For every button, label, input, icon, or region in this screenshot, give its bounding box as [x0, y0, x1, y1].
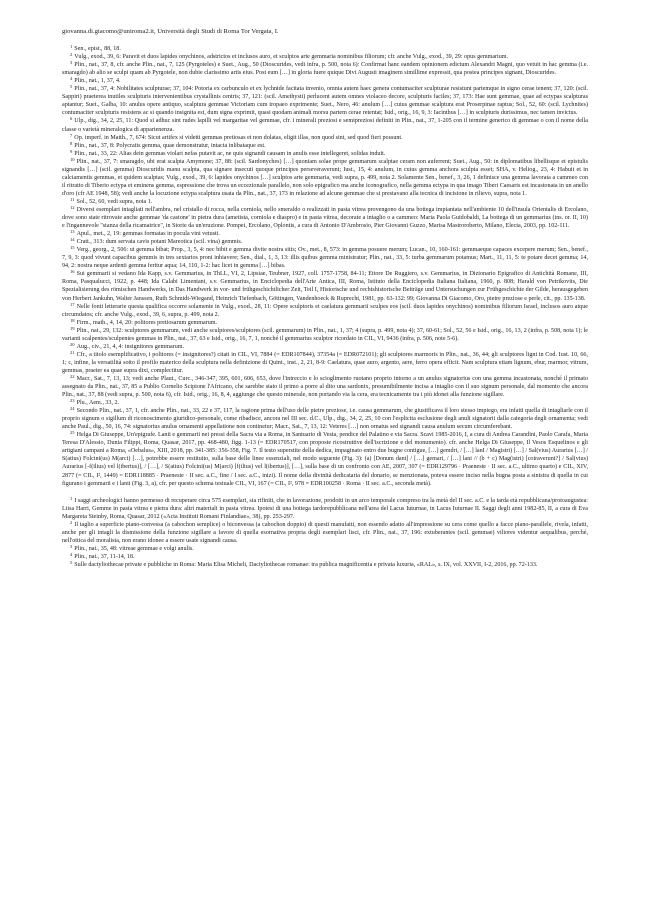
footnote-number: 9 — [70, 148, 73, 154]
footnote-text: Plin., nat., 33, 22: Alias dein gemmas violari nefas putavit ac, ne quis signandi causam in anulis esse intellegeret, solidas induit. — [74, 150, 386, 157]
footnote-text: Vulg., exod., 39, 6: Paravit et duos lapides onychinos, adstrictos et inclusos auro, et sculptos arte gemmaria nominibus filiorum; cfr. anche Vulg., exod., 39, 29: opus gemmarium. — [74, 54, 509, 61]
footnote — [62, 521, 588, 545]
footnote-text: Sui gemmarii si vedano Ida Kapp, s.v. Gemmarius, in ThLL, VI, 2, Lipsiae, Teubner, 1927, coll. 1757-1758, 84-11; Ettore De Ruggiero, s.v. Gemmarius, in Dizionario Epigrafico di Antichità Romane, III, Roma, Pasqualucci, 1922, p. 448; Ida Calabi Limentani, s.v. Gemmarius, in Enciclopedia dell'Arte Antica, III, Roma, Istituto della Enciclopedia Italiana Italiana, 1960, p. 808; Harald von Petrikovits, Die Spezialisierung des römischen Handwerks, in Das Handwerk in vor- und frühgeschichtlicher Zeit, Teil I, Historische und rechtshistorische Beiträge und Untersuchungen zur Frühgeschichte der Gilde, herausgegeben von Herbert Jankuhn, Walter Janssen, Ruth Schmidt-Wiegand, Heinrich Tiefenbach, Göttingen, Vandenhoeck & Ruprecht, 1981, pp. 63-132: 99; Giovanna Di Giacomo, Oro, pietre preziose e perle, cit., pp. 135-138. — [62, 271, 588, 302]
footnote-text: Sen., epist., 88, 18. — [74, 46, 121, 53]
footnote-text: Apul., met., 2, 19: gemmas formatas in pocula vini vetusti. — [76, 231, 220, 238]
footnote-number: 2 — [70, 52, 73, 58]
footnote — [62, 270, 588, 302]
footnote-text: Il taglio a superficie piano-convessa (a cabochon semplice) o biconvessa (a cabochon doppio) di questi manufatti, non essendo adatto all'impressione su cera come quello a facce piano-parallele, rivela, infatti, anche per gli intagli la dismissione della funzione sigillare a favore di quella esornativa propria degli esemplari lisci, cfr. Plin., nat., 37, 196: extuberantes (scil. gemmae) viliores videntur aequalibus, perché, nell'ottica del moralista, non erano idonee a essere usate signandi causa. — [62, 521, 588, 544]
footnote-number: 1 — [70, 495, 73, 501]
footnote — [62, 77, 588, 85]
footnote — [62, 375, 588, 399]
footnote-number: 15 — [70, 245, 75, 251]
footnote-number: 11 — [70, 196, 75, 202]
footnote-text: Plin., nat., 1, 37, 4. — [74, 78, 121, 85]
section-gap — [62, 488, 588, 497]
footnote — [62, 343, 588, 351]
footnote-text: Ulp., dig., 34, 2, 25, 11: Quod si adhuc sint rudes lapilli vel margaritae vel gemmae, cfr. i minerali preziosi e semipreziosi definiti in Plin., nat., 37, 1-205 con il termine generico di gemmae o con il nome della classe o varietà mineralogica di appartenenza. — [62, 118, 588, 133]
footnote — [62, 198, 588, 206]
footnote-number: 3 — [70, 543, 73, 549]
footnote-number: 10 — [70, 156, 75, 162]
footnotes-section-bottom — [62, 497, 588, 569]
footnote-number: 16 — [70, 269, 75, 275]
footnote-text: Sulle dactyliothecae private e pubbliche in Roma: Maria Elisa Micheli, Dactyliothecae romanae: tra publica magnificentia e privata luxuria, «RAL», s. IX, vol. XXVII, I-2, 2016, pp. 72-133. — [74, 562, 538, 568]
footnote — [62, 53, 588, 61]
footnote-text: Sol., 52, 60, vedi supra, nota 1. — [76, 198, 153, 205]
footnote — [62, 407, 588, 431]
footnote — [62, 61, 588, 77]
footnote-text: Op. imperf. in Matth., 7, 674: Sicut artifex si videtti gemmas pretiosas et non dolatas, eligit illas, non quod sint, sed quod fieri possunt. — [74, 134, 403, 141]
footnote-text: Diversi esemplari intagliati nell'ambra, nel cristallo di rocca, nella corniola, nello smeraldo o realizzati in pasta vitrea provengono da una bottega impiantata nell'ambiente 10 dell'insula Orientalis di Ercolano, dove sono state ritrovate anche gemmae 'da castone' in pietra dura (ametista, corniola e diaspro) e in pasta vitrea, decorate a intaglio o a cammeo: Maria Paola Guidobaldi, La bottega di un gemmarius (ins. or. II, 10) e l'ingannevole "stanza della ricamatrice", in Storie da un'eruzione. Pompei, Ercolano, Oplontis, a cura di Antonio D'Ambrosio, Pier Giovanni Guzzo, Marisa Mastroroberto, Milano, Electa, 2003, pp. 102-111. — [62, 206, 588, 230]
footnote-number: 7 — [70, 132, 73, 138]
footnote-number: 14 — [70, 237, 75, 243]
footnote — [62, 246, 588, 270]
footnote-number: 5 — [70, 84, 73, 90]
footnote-number: 3 — [70, 60, 73, 66]
footnote — [62, 399, 588, 407]
footnote-text: Aug., civ., 21, 4, 4: insignitores gemmarum. — [76, 343, 185, 350]
footnote-number: 20 — [70, 341, 75, 347]
footnote — [62, 553, 588, 561]
footnote — [62, 238, 588, 246]
footnote-number: 4 — [70, 76, 73, 82]
footnote-text: Plin., nat., 35, 48: vitreae gemmae e volgi anulis. — [74, 545, 194, 552]
footnote — [62, 150, 588, 158]
footnote-text: Cratt., 313: dum servata cavis potant Mareotica (scil. vina) gemmis. — [76, 239, 243, 246]
footnote-text: Plu., Aem., 33, 2. — [76, 400, 120, 407]
footnote — [62, 351, 588, 375]
footnote-number: 6 — [70, 116, 73, 122]
footnote-number: 25 — [70, 430, 75, 436]
footnote-number: 1 — [70, 44, 73, 50]
footnote — [62, 158, 588, 198]
footnote-text: I saggi archeologici hanno permesso di recuperare circa 575 esemplari, sia rifiniti, che in lavorazione, prodotti in un arco temporale compreso tra la metà del II sec. a.C. e la tarda età repubblicana/protoaugustea: Liisa Harri, Gemme in pasta vitrea e pietra dura: altri materiali in pasta vitrea. Ipotesi di una bottega tardorepubblicana nell'area del Lacus Iuturnae, in Lacus Iuturnae II. Saggi degli anni 1982-85, II, a cura di Eva Margareta Steinby, Roma, Quasar, 2012 («Acta Instituti Romani Finlandiae», 38), pp. 253-297. — [62, 497, 588, 520]
footnote-text: Secondo Plin., nat., 37, 1, cfr. anche Plin., nat., 33, 22 e 37, 117, la ragione prima dell'uso delle pietre preziose, i.e. causa gemmarum, che giustificava il loro stesso impiego, era infatti quella di intagliarle con il proprio signum o sigillum di riconoscimento giuridico-personale, come ribadisce, ancora nel III sec. d.C., Ulp., dig., 34, 2, 25, 10 con l'esplicita esclusione degli anuli signatorii dalla categoria degli ornamenta; vedi anche Paul., dig., 50, 16, 74: signatorius anulus ornamenti appellatione non continetur; Macr., Sat., 7, 13, 12: Veteres […] non ornatus sed signandi causa anulum secum circumferebant. — [62, 408, 588, 431]
footnote — [62, 327, 588, 343]
footnote — [62, 45, 588, 53]
footnote-number: 18 — [70, 317, 75, 323]
footnote — [62, 545, 588, 553]
footnote-text: Macr., Sat., 7, 13, 13; vedi anche Plaut., Curc., 346-347, 395, 601, 606, 653, dove l'intreccio e lo scioglimento ruotano proprio intorno a un anulus signatorius con una gemma incastonata, nonché il primato assegnato da Plin., nat., 37, 85 a Publio Cornelio Scipione l'Africano, che sarebbe stato il primo a porre al dito una sardonix, presumibilmente incisa a intaglio con il suo signum personale, dal momento che ancora Plin., nat., 37, 88 (vedi supra, p. 500, nota 6), cfr. Isid., orig., 16, 8, 4, aggiunge che questo minerale, non portando via la cera, era tecnicamente tra i più idonei alla funzione sigillare. — [62, 375, 588, 399]
footnote — [62, 142, 588, 150]
footnote-text: Plin., nat., 37, 7: smaragdo, ubi erat scalpta Amymone; 37, 88: (scil. Sardonyches) […] quoniam solae prope gemmarum scalptae ceram non auferrent; Suet., Aug., 50: in diplomatibus libellisque et epistulis signandis […] (scil. gemma) Dioscuridis manu scalpta, qua signare insecuti quoque principes perseveraverunt; Iust., 15, 4: anulum, in cuius gemma anchora sculpta esset; SHA, v. Heliog., 23, 4: Habuit et in calciamentis gemmas, et quidem scalptas; Vulg., exod., 39, 6: lapides onychinos […] sculptos arte gemmaria, vedi supra, p. 499, nota 2. Solamente Sen., benef., 3, 26, 1 definisce una gemma lavorata a cammeo con il ritratto di Tiberio ectypa et eminens gemma, espressione che trova un eccezionale parallelo, non solo epigrafico ma anche iconografico, nella gemma ectypa in qua imago Tiberi Caesaris est incastonata in un anello d'oro (cfr AE 1948, 58); vedi anche la locuzione ectypa scalptura usata da Plin., nat., 37, 173 in relazione ad alcune gemmae che si prestavano alla tecnica di incisione in rilievo, supra, nota 1. — [62, 158, 588, 197]
footnote-number: 17 — [70, 301, 75, 307]
footnote-number: 24 — [70, 406, 75, 412]
footnote-number: 4 — [70, 551, 73, 557]
footnote-text: Verg., georg., 2, 506: ut gemma bibat; Prop., 3, 5, 4: nec bibit e gemma divite nostra sitis; Ov., met., 8, 573: in gemma posuere merum; Lucan., 10, 160-161: gemmaeque capaces excepere merum; Sen., benef., 7, 9, 3: quod vivunt capacibus gemmis in tres sextarios proni inhiavere; Sen., dial., 1, 3, 13: illis quibus gemma ministratur; Plin., nat., 33, 5: turba gemmarum potamus; Mart., 11, 11, 5: te potare decet gemma; 14, 94, 2: nostra neque ardenti gemma feritur aqua; 14, 110, 1-2: hac licet in gemma […] bibas. — [62, 247, 588, 270]
footnote-text: Nelle fonti letterarie questa qualifica occorre solamente in Vulg., exod., 28, 11: Opere sculptoris et caelatura gemmarii sculpes eos (scil. duos lapides onychinos) nominibus filiorum Israel, inclusos auro atque circumdatos; cfr. anche Vulg., exod., 39, 6, supra, p. 499, nota 2. — [62, 303, 588, 318]
footnote-number: 23 — [70, 398, 75, 404]
footnote — [62, 561, 588, 569]
footnote-number: 5 — [70, 560, 73, 565]
footnote-text: Plin., nat., 37, 8, cfr. anche Plin., nat., 7, 125 (Pyrgoteles) e Suet., Aug., 50 (Dioscurides, vedi infra, p. 500, nota 6): Confirmat hanc eandem opinionem edictum Alexandri Magni, quo vetuit in hac gemma (i.e. smaragdo) ab alio se sculpi quam ab Pyrgotele, non dubie clarissimo artis eius. Post eum […] in gloria fuere quique Divi Augusti imaginem simillime expressit, qua postea principes signant, Dioscurides. — [62, 62, 588, 77]
footnote-number: 19 — [70, 325, 75, 331]
footnote-text: Cfr., a titolo esemplificativo, i politores (= insignitores?) citati in CIL, VI, 7884 (= EDR107844), 37354a (= EDR072101); gli sculptores marmoris in Plin., nat., 36, 44; gli sculptores ligni in Cod. Iust. 10, 66, 1; c, infine, la versatilità sotto il profilo materico della sculptura nella definizione di Quint., inst., 2, 21, 8-9: Caelatura, quae auro, argento, aere, ferro opera efficit. Nam sculptura etiam lignum, ebur, marmor, vitrum, gemmas, praeter ea quae supra dixi, complectitur. — [62, 351, 588, 374]
footnote-text: Plin., nat., 29, 132: sculptores gemmarum, vedi anche sculptores/sculptores (scil. gemmarum) in Plin., nat., 1, 37; 4 (supra, p. 499, nota 4); 37, 60-61; Sol., 52, 56 e Isid., orig., 16, 13, 2 (infra, p. 508, nota 1); le varianti scalpentes/sculpentes gemmas in Plin., nat., 37, 63 e Isid., orig., 16, 7, 1, nonché il gemmarius sculptor ricordato in CIL, VI, 9436 (infra, p. 506, note 5-6). — [62, 327, 588, 342]
footnote-number: 12 — [70, 204, 75, 210]
footnote-number: 8 — [70, 140, 73, 146]
footnote-text: Helga Di Giuseppe, Un'epigrafe. Lanii e gemmarii nei pressi della Sacra via a Roma, in Santuario di Vesta, pendice del Palatino e via Sacra. Scavi 1985-2016, I, a cura di Andrea Carandini, Paolo Carafa, Maria Teresa D'Alessio, Dunia Filippi, Roma, Quasar, 2017, pp. 468-480, figg. 1-13 (= EDR170517, con proposte ricostruttive dell'iscrizione e del monumento). cfr. anche Helga Di Giuseppe, Il Vesos Esquelinos e gli artigiani campani a Roma, «Oebalus», XIII, 2018, pp. 341-385: 356-358, Fig. 7. Il testo superstite della dedica, impaginato entro due bugne contigue, […] gemdri, / […] lanI / Magistri) […] / Sal(vius) Aurarius […] / S(atius) Folcini(us) M(arci) […], potrebbe essere restituito, sulla base delle linee essenziali, nel modo seguente (Fig. 3): (a) [Donum dant] / […] gemari, / […] lani // (b + c) Mag(istri) [coiraverunt?] / Sal(vius) Aurarius [-f(ilius) vel l(ibertus)], / […], / S(atius) Folcini(us) M(arci) [f(ilius) vel l(ibertus)], […], sulla base di un confronto con AE, 2007, 307 (= EDR129796 · Praeneste · II sec. a.C., ultimo quarto) e CIL, XIV, 2877 (= CIL, I², 1449) = EDR118885 · Praeneste · II sec. a.C., fine / I sec. a.C., inizi). Il nome della divinità dedicataria del donario, se menzionata, poteva essere inciso nella bugna posta a sinistra di quella in cui figurano i gemmarii e i lanii (Fig. 3, a), cfr. per questo schema testuale CIL, VI, 167 (= CIL, I², 978 = EDR100258 · Roma · II sec. a.C., seconda metà). — [62, 432, 588, 487]
footnote — [62, 230, 588, 238]
footnote-text: Plin., nat., 37, 4: Nobilitates sculpturae; 37, 104: Potoria ex carbunculo et ex lychnide facitata invenio, omnia autem haec genera contumaciter sculpturae resistunt partemque in signo cerae tenent; 37, 120: (scil. Sappiri) praeterea inutiles sculpturis intervenientibus crystallinis centris; 37, 121: (scil. Amethysti) perlucent autem omnes violaceo decore, sculpturis faciles; 37, 173: Hae sunt gemmae, quae ad ectypas scalpturas aptantur; Suet., Galba, 10: anulus opere antiquo, scalptura gemmae Victoriam cum tropaeo exprimente; Suet., Nero, 46: anulum […] cuius gemmae scalptura erat Proserpinae raptus; Sol., 52, 60: (scil. Lychnites) contumaciter sculpturis resistens ac si quando insignita est, dum signa exprimit, quasi quodam animali morsu partem cerae retentat; Isid., orig., 16, 9, 3: Iacinthus […] in sculpturis durissimus, nec tamen invictus. — [62, 86, 588, 117]
footnote-number: 2 — [70, 519, 73, 525]
footnote — [62, 85, 588, 117]
footnote-text: Plin., nat., 37, 11-14, 18. — [74, 553, 135, 560]
footnote-number: 13 — [70, 229, 75, 235]
footnote-number: 21 — [70, 349, 75, 355]
footnote — [62, 206, 588, 230]
footnote-text: Firm., math., 4, 14, 20: politores pretiosarum gemmarum. — [76, 319, 218, 326]
footnotes-section-top — [62, 45, 588, 488]
footnote — [62, 134, 588, 142]
footnote — [62, 303, 588, 319]
footnote-number: 22 — [70, 373, 75, 379]
footnote — [62, 497, 588, 521]
footnote — [62, 319, 588, 327]
footnote-text: Plin., nat., 37, 8: Polycratis gemma, quae demonstratur, intacta inlibataque est. — [74, 142, 266, 149]
footnote — [62, 431, 588, 487]
footnote — [62, 117, 588, 133]
author-affiliation: giovanna.di.giacomo@uniroma2.it, Università degli Studi di Roma Tor Vergata, I. — [62, 28, 279, 35]
